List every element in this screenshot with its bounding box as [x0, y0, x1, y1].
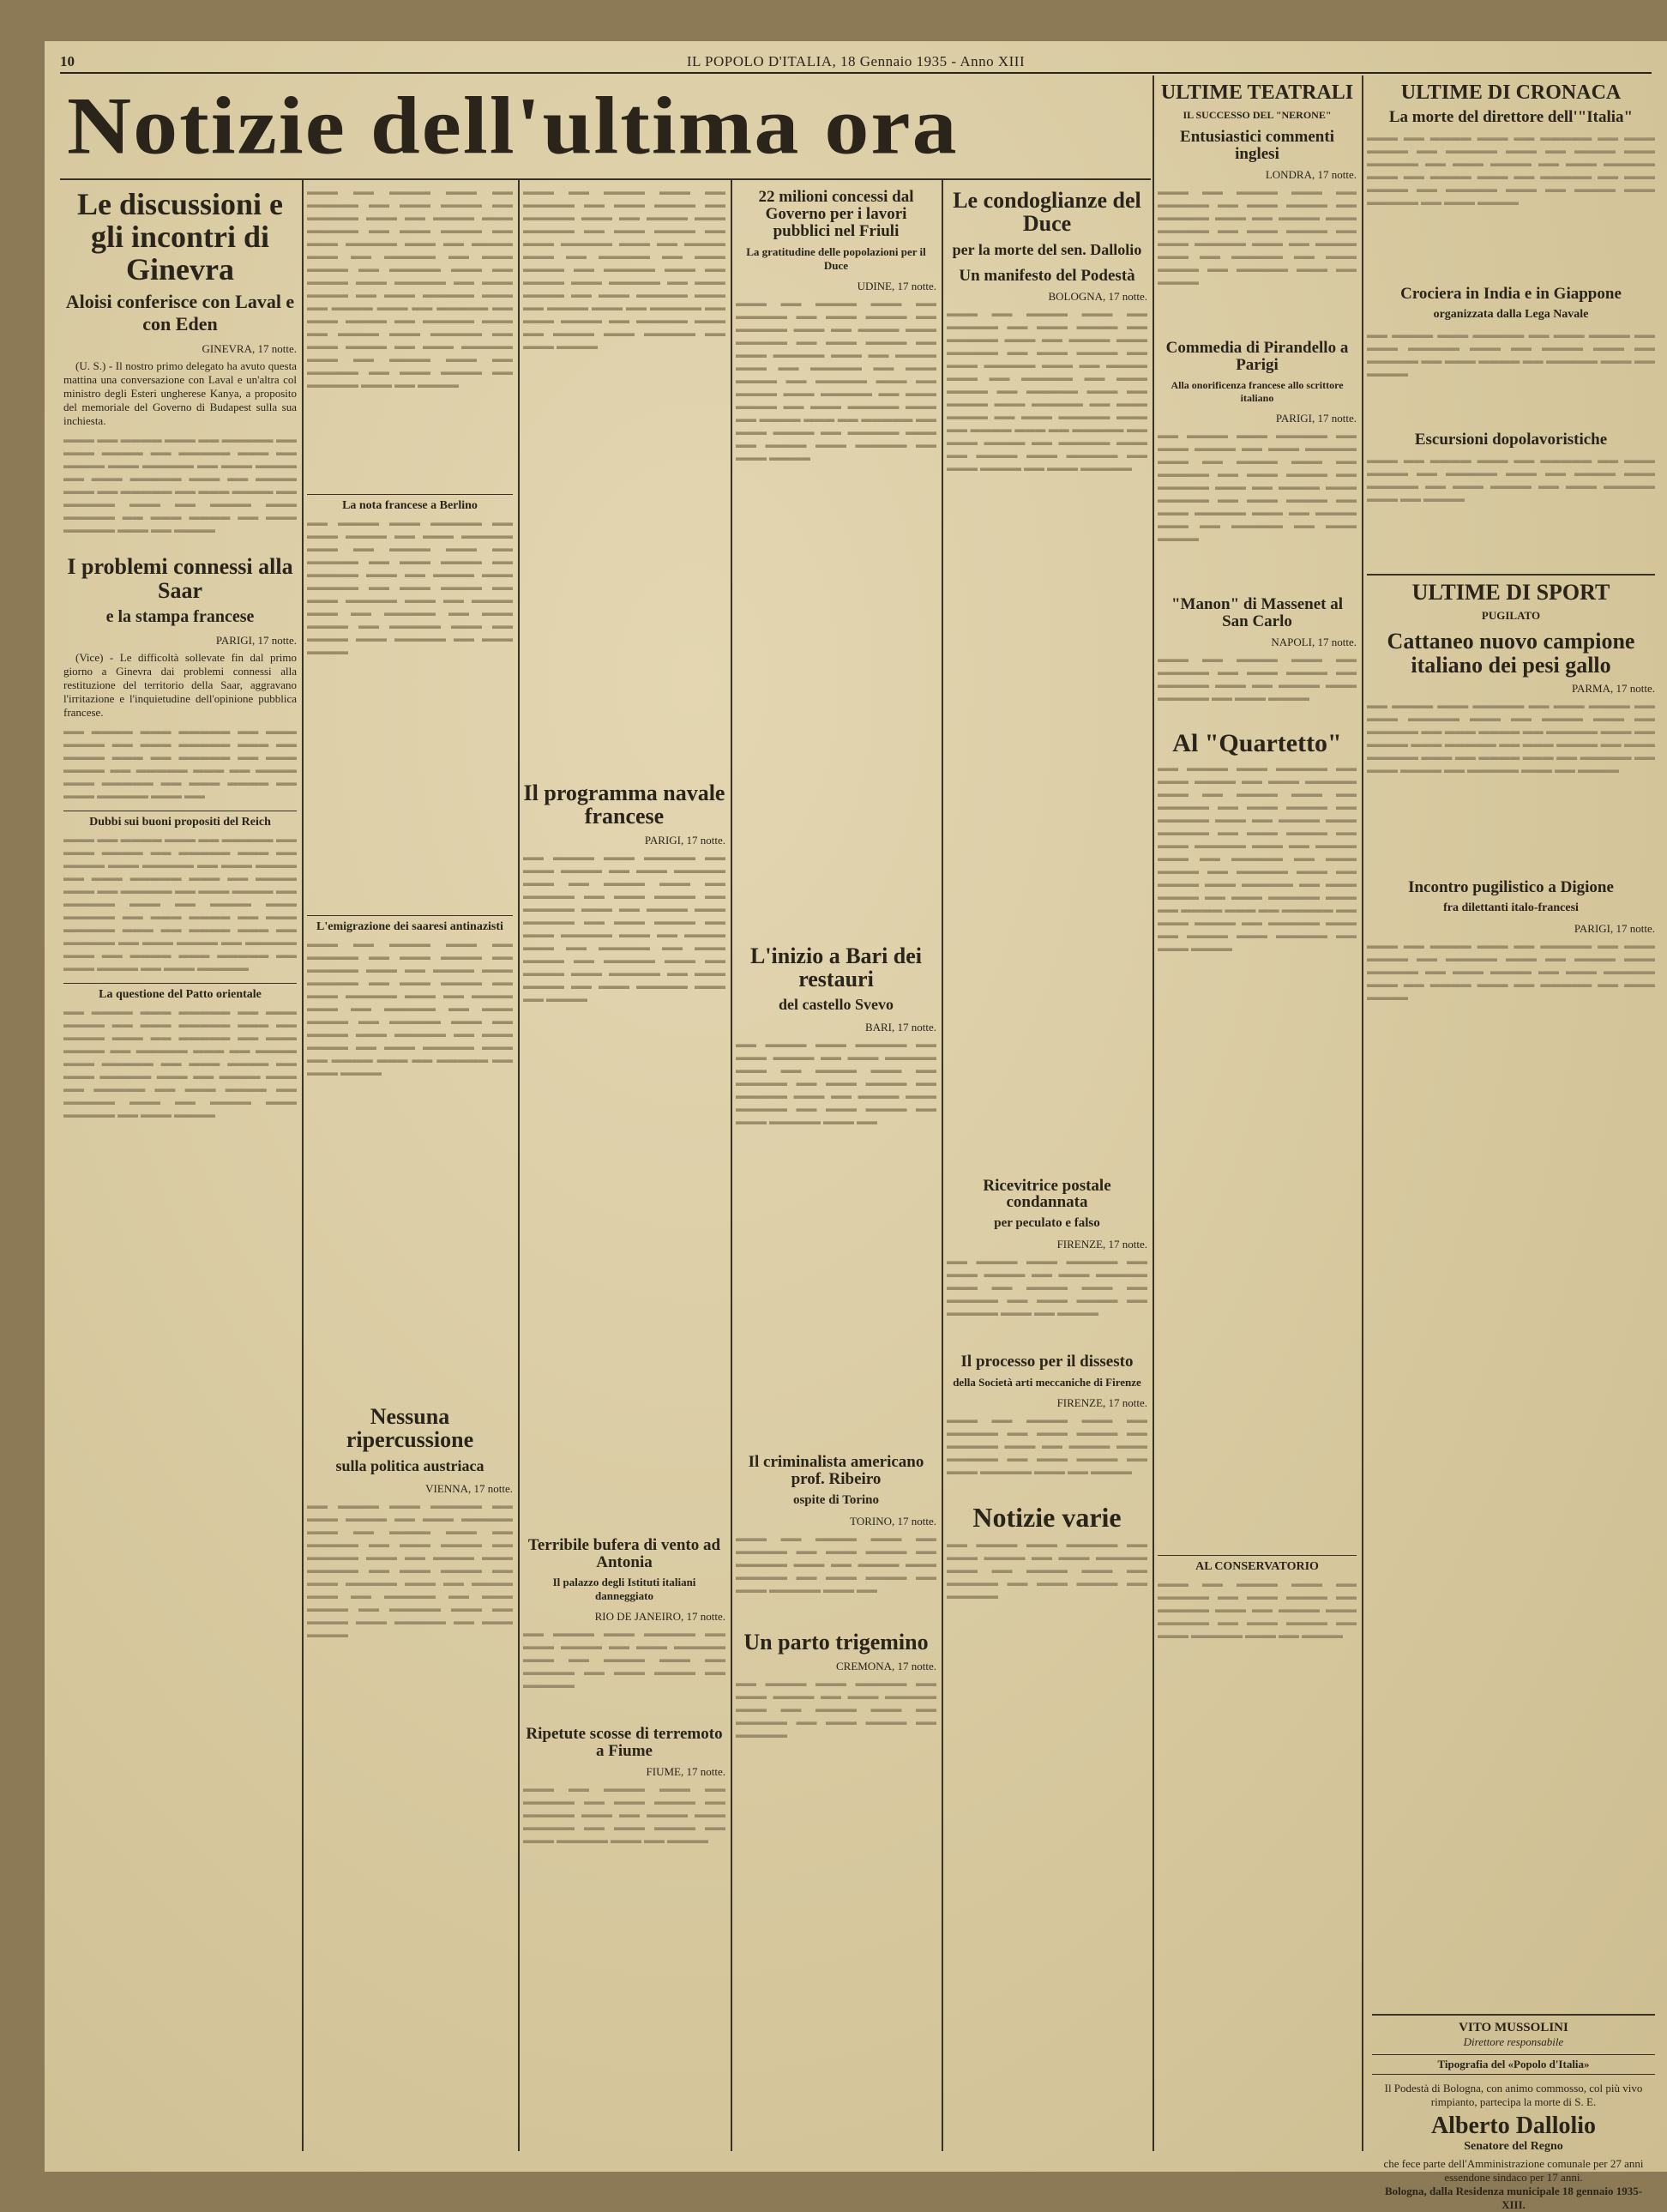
article-filler: ▬▬▬ ▬▬ ▬▬▬▬ ▬▬▬ ▬▬ ▬▬▬▬▬ ▬▬ ▬▬▬ ▬▬▬▬ ▬▬ ▬▬▬▬▬ ▬▬▬ ▬▬ ▬▬▬▬ ▬▬▬ ▬▬▬▬▬ ▬▬ ▬▬▬ ▬▬▬▬ ▬▬ ▬▬▬ ▬▬▬▬▬ ▬▬▬ ▬▬ ▬▬▬▬ [947, 1413, 1147, 1478]
article-filler: ▬▬▬ ▬▬ ▬▬▬▬ ▬▬▬ ▬▬ ▬▬▬▬▬ ▬▬ ▬▬▬ ▬▬▬▬ ▬▬ ▬▬▬▬▬ ▬▬▬ ▬▬ ▬▬▬▬ ▬▬▬ ▬▬▬▬▬ ▬▬ ▬▬▬ ▬▬▬▬ ▬▬ ▬▬▬ ▬▬▬▬▬ ▬▬▬ ▬▬ ▬▬▬▬ ▬▬▬ ▬▬ ▬▬▬▬▬ ▬▬ ▬▬▬ ▬▬▬▬ ▬▬ ▬▬▬▬▬ ▬▬▬ ▬▬ ▬▬▬▬ [1158, 185, 1357, 288]
headline-bari: L'inizio a Bari dei restauri [749, 943, 923, 992]
column-1 [63, 185, 297, 2149]
column-6 [1158, 79, 1357, 2149]
headline-cattaneo: Cattaneo nuovo campione italiano dei pesi gallo [1387, 629, 1635, 678]
column-4 [736, 185, 936, 2149]
dateline: FIRENZE, 17 notte. [1056, 1396, 1147, 1410]
column-rule [731, 180, 732, 2151]
column-rule [1362, 75, 1363, 2151]
subhead-ricevitrice: per peculato e falso [994, 1216, 1100, 1231]
headline-manon: "Manon" di Massenet al San Carlo [1171, 594, 1344, 630]
dateline: RIO DE JANEIRO, 17 notte. [594, 1610, 725, 1624]
article-filler: ▬▬ ▬▬▬▬ ▬▬▬ ▬▬▬▬▬ ▬▬ ▬▬▬ ▬▬▬▬ ▬▬ ▬▬▬ ▬▬▬▬▬ ▬▬▬ ▬▬ ▬▬▬▬ ▬▬▬ ▬▬ ▬▬▬▬▬ ▬▬ ▬▬▬ ▬▬▬▬ ▬▬ ▬▬▬▬▬ ▬▬▬ ▬▬ ▬▬▬▬ ▬▬▬ ▬▬▬▬▬ ▬▬ ▬▬▬ ▬▬▬▬ ▬▬ ▬▬▬ ▬▬▬▬▬ ▬▬▬ ▬▬ ▬▬▬▬ ▬▬▬ ▬▬ ▬▬▬▬▬ ▬▬ ▬▬▬ ▬▬▬▬ ▬▬ ▬▬▬▬▬ ▬▬▬ ▬▬ ▬▬▬▬ ▬▬▬ ▬▬▬▬▬ ▬▬ ▬▬▬ ▬▬▬▬ [307, 516, 513, 657]
article-filler: ▬▬▬ ▬▬ ▬▬▬▬ ▬▬▬ ▬▬ ▬▬▬▬▬ ▬▬ ▬▬▬ ▬▬▬▬ ▬▬ ▬▬▬▬▬ ▬▬▬ ▬▬ ▬▬▬▬ ▬▬▬ ▬▬▬▬▬ ▬▬ ▬▬▬ ▬▬▬▬ ▬▬ ▬▬▬ ▬▬▬▬▬ ▬▬▬ ▬▬ ▬▬▬▬ ▬▬▬ ▬▬ ▬▬▬▬▬ ▬▬ ▬▬▬ ▬▬▬▬ ▬▬ ▬▬▬▬▬ ▬▬▬ ▬▬ ▬▬▬▬ ▬▬▬ ▬▬▬▬▬ ▬▬ ▬▬▬ ▬▬▬▬ ▬▬ ▬▬▬ ▬▬▬▬▬ ▬▬▬ ▬▬ ▬▬▬▬ ▬▬▬ ▬▬ ▬▬▬▬▬ ▬▬ ▬▬▬ ▬▬▬▬ ▬▬ ▬▬▬▬▬ ▬▬▬ ▬▬ ▬▬▬▬ ▬▬▬ ▬▬▬▬▬ ▬▬ ▬▬▬ ▬▬▬▬ ▬▬ ▬▬▬ ▬▬▬▬▬ [63, 832, 297, 973]
running-header-line: IL POPOLO D'ITALIA, 18 Gennaio 1935 - Anno XIII [686, 53, 1026, 69]
dateline: FIUME, 17 notte. [646, 1765, 725, 1779]
article-filler: ▬▬▬ ▬▬ ▬▬▬▬ ▬▬▬ ▬▬ ▬▬▬▬▬ ▬▬ ▬▬▬ ▬▬▬▬ ▬▬ ▬▬▬▬▬ ▬▬▬ ▬▬ ▬▬▬▬ ▬▬▬ ▬▬▬▬▬ ▬▬ ▬▬▬ ▬▬▬▬ ▬▬ ▬▬▬ ▬▬▬▬▬ ▬▬▬ ▬▬ ▬▬▬▬ ▬▬▬ ▬▬ ▬▬▬▬▬ ▬▬ ▬▬▬ ▬▬▬▬ ▬▬ ▬▬▬▬▬ ▬▬▬ ▬▬ ▬▬▬▬ ▬▬▬ ▬▬▬▬▬ ▬▬ ▬▬▬ ▬▬▬▬ ▬▬ ▬▬▬ ▬▬▬▬▬ ▬▬▬ ▬▬ ▬▬▬▬ ▬▬▬ ▬▬ ▬▬▬▬▬ ▬▬ ▬▬▬ ▬▬▬▬ ▬▬ ▬▬▬▬▬ ▬▬▬ ▬▬ ▬▬▬▬ ▬▬▬ ▬▬▬▬▬ ▬▬ ▬▬▬ ▬▬▬▬ ▬▬ ▬▬▬ ▬▬▬▬▬ ▬▬▬ ▬▬ ▬▬▬▬ ▬▬▬ ▬▬ ▬▬▬▬▬ ▬▬ ▬▬▬ ▬▬▬▬ ▬▬ ▬▬▬▬▬ ▬▬▬ ▬▬ ▬▬▬▬ [307, 185, 513, 390]
subhead-digione: fra dilettanti italo-francesi [1443, 901, 1579, 914]
headline-parto-trigemino: Un parto trigemino [743, 1630, 929, 1655]
kicker-nerone: IL SUCCESSO DEL "NERONE" [1183, 109, 1332, 122]
article-filler: ▬▬ ▬▬▬▬ ▬▬▬ ▬▬▬▬▬ ▬▬ ▬▬▬ ▬▬▬▬ ▬▬ ▬▬▬ ▬▬▬▬▬ ▬▬▬ ▬▬ ▬▬▬▬ ▬▬▬ ▬▬ ▬▬▬▬▬ ▬▬ ▬▬▬ ▬▬▬▬ ▬▬ ▬▬▬▬▬ ▬▬▬ ▬▬ ▬▬▬▬ ▬▬▬ ▬▬▬▬▬ ▬▬ ▬▬▬ ▬▬▬▬ ▬▬ ▬▬▬ ▬▬▬▬▬ ▬▬▬ ▬▬ ▬▬▬▬ ▬▬▬ ▬▬ ▬▬▬▬▬ ▬▬ ▬▬▬ ▬▬▬▬ ▬▬ ▬▬▬▬▬ ▬▬▬ ▬▬ ▬▬▬▬ ▬▬▬ ▬▬▬▬▬ ▬▬ ▬▬▬ ▬▬▬▬ [63, 1004, 297, 1120]
headline-manifesto: Un manifesto del Podestà [959, 266, 1135, 285]
article-filler: ▬▬ ▬▬▬▬ ▬▬▬ ▬▬▬▬▬ ▬▬ ▬▬▬ ▬▬▬▬ ▬▬ ▬▬▬ ▬▬▬▬▬ ▬▬▬ ▬▬ ▬▬▬▬ ▬▬▬ ▬▬ ▬▬▬▬▬ ▬▬ ▬▬▬ ▬▬▬▬ ▬▬ ▬▬▬▬▬ ▬▬▬ ▬▬ ▬▬▬▬ ▬▬▬ ▬▬▬▬▬ ▬▬ ▬▬▬ ▬▬▬▬ ▬▬ ▬▬▬ ▬▬▬▬▬ ▬▬▬ ▬▬ ▬▬▬▬ ▬▬▬ ▬▬ ▬▬▬▬▬ ▬▬ ▬▬▬ ▬▬▬▬ ▬▬ ▬▬▬▬▬ ▬▬▬ ▬▬ ▬▬▬▬ ▬▬▬ ▬▬▬▬▬ ▬▬ ▬▬▬ ▬▬▬▬ ▬▬ ▬▬▬ ▬▬▬▬▬ ▬▬▬ ▬▬ ▬▬▬▬ [523, 850, 725, 1004]
article-filler: ▬▬▬ ▬▬ ▬▬▬▬ ▬▬▬ ▬▬ ▬▬▬▬▬ ▬▬ ▬▬▬ ▬▬▬▬ ▬▬ ▬▬▬▬▬ ▬▬▬ ▬▬ ▬▬▬▬ ▬▬▬ ▬▬▬▬▬ ▬▬ ▬▬▬ ▬▬▬▬ ▬▬ ▬▬▬ ▬▬▬▬▬ ▬▬▬ ▬▬ ▬▬▬▬ ▬▬▬ ▬▬ ▬▬▬▬▬ ▬▬ ▬▬▬ ▬▬▬▬ ▬▬ ▬▬▬▬▬ ▬▬▬ ▬▬ ▬▬▬▬ ▬▬▬ ▬▬▬▬▬ ▬▬ ▬▬▬ ▬▬▬▬ ▬▬ ▬▬▬ ▬▬▬▬▬ ▬▬▬ ▬▬ ▬▬▬▬ [63, 433, 297, 536]
director-role: Direttore responsabile [1463, 2035, 1564, 2048]
article-filler: ▬▬ ▬▬▬▬ ▬▬▬ ▬▬▬▬▬ ▬▬ ▬▬▬ ▬▬▬▬ ▬▬ ▬▬▬ ▬▬▬▬▬ ▬▬▬ ▬▬ ▬▬▬▬ ▬▬▬ ▬▬ ▬▬▬▬▬ ▬▬ ▬▬▬ ▬▬▬▬ ▬▬ ▬▬▬▬▬ ▬▬▬ ▬▬ ▬▬▬▬ ▬▬▬ ▬▬▬▬▬ ▬▬ ▬▬▬ ▬▬▬▬ ▬▬ ▬▬▬ ▬▬▬▬▬ ▬▬▬ ▬▬ [63, 724, 297, 801]
dateline: PARMA, 17 notte. [1571, 681, 1655, 695]
section-ultime-sport: ULTIME DI SPORT [1367, 574, 1655, 604]
article-filler: ▬▬▬ ▬▬ ▬▬▬▬ ▬▬▬ ▬▬ ▬▬▬▬▬ ▬▬ ▬▬▬ ▬▬▬▬ ▬▬ ▬▬▬▬▬ ▬▬▬ ▬▬ ▬▬▬▬ ▬▬▬ ▬▬▬▬▬ ▬▬ ▬▬▬ ▬▬▬▬ ▬▬ ▬▬▬ ▬▬▬▬▬ ▬▬▬ ▬▬ ▬▬▬▬ [523, 1782, 725, 1847]
article-filler: ▬▬ ▬▬▬▬ ▬▬▬ ▬▬▬▬▬ ▬▬ ▬▬▬ ▬▬▬▬ ▬▬ ▬▬▬ ▬▬▬▬▬ ▬▬▬ ▬▬ ▬▬▬▬ ▬▬▬ ▬▬ ▬▬▬▬▬ ▬▬ ▬▬▬ ▬▬▬▬ ▬▬ ▬▬▬▬▬ ▬▬▬ ▬▬ ▬▬▬▬ [947, 1255, 1147, 1319]
headline-programma-navale: Il programma navale francese [523, 781, 725, 829]
newspaper-page [45, 41, 1667, 2211]
obituary-place: Bologna, dalla Residenza municipale 18 gennaio 1935-XIII. [1384, 2185, 1643, 2211]
section-ultime-cronaca: ULTIME DI CRONACA [1400, 81, 1622, 104]
rubric-emigrazione: L'emigrazione dei saaresi antinazisti [307, 915, 513, 934]
article-filler: ▬▬▬ ▬▬ ▬▬▬▬ ▬▬▬ ▬▬ ▬▬▬▬▬ ▬▬ ▬▬▬ ▬▬▬▬ ▬▬ ▬▬▬▬▬ ▬▬▬ ▬▬ ▬▬▬▬ ▬▬▬ ▬▬▬▬▬ ▬▬ ▬▬▬ ▬▬▬▬ ▬▬ ▬▬▬ ▬▬▬▬▬ ▬▬▬ ▬▬ ▬▬▬▬ ▬▬▬ ▬▬ ▬▬▬▬▬ ▬▬ ▬▬▬ ▬▬▬▬ ▬▬ ▬▬▬▬▬ ▬▬▬ ▬▬ ▬▬▬▬ ▬▬▬ ▬▬▬▬▬ ▬▬ ▬▬▬ ▬▬▬▬ ▬▬ ▬▬▬ ▬▬▬▬▬ ▬▬▬ ▬▬ ▬▬▬▬ ▬▬▬ ▬▬ ▬▬▬▬▬ ▬▬ ▬▬▬ ▬▬▬▬ [307, 937, 513, 1078]
dateline: LONDRA, 17 notte. [1265, 168, 1357, 182]
column-5 [947, 185, 1147, 2149]
article-filler: ▬▬ ▬▬▬▬ ▬▬▬ ▬▬▬▬▬ ▬▬ ▬▬▬ ▬▬▬▬ ▬▬ ▬▬▬ ▬▬▬▬▬ ▬▬▬ ▬▬ ▬▬▬▬ ▬▬▬ ▬▬ ▬▬▬▬▬ ▬▬ ▬▬▬ ▬▬▬▬ ▬▬ ▬▬▬▬▬ ▬▬▬ ▬▬ ▬▬▬▬ ▬▬▬ ▬▬▬▬▬ ▬▬ ▬▬▬ ▬▬▬▬ ▬▬ ▬▬▬ ▬▬▬▬▬ ▬▬▬ ▬▬ ▬▬▬▬ ▬▬▬ ▬▬ ▬▬▬▬▬ ▬▬ ▬▬▬ ▬▬▬▬ ▬▬ ▬▬▬▬▬ ▬▬▬ ▬▬ ▬▬▬▬ [1367, 698, 1655, 775]
dateline: VIENNA, 17 notte. [425, 1481, 513, 1495]
dateline: BARI, 17 notte. [864, 1021, 936, 1034]
dateline: GINEVRA, 17 notte. [202, 342, 297, 356]
column-rule [942, 180, 943, 2151]
dateline: PARIGI, 17 notte. [1275, 411, 1357, 425]
running-header [60, 53, 1652, 74]
subhead-processo: della Società arti meccaniche di Firenze [953, 1376, 1141, 1389]
article-filler: ▬▬▬ ▬▬ ▬▬▬▬ ▬▬▬ ▬▬ ▬▬▬▬▬ ▬▬ ▬▬▬ ▬▬▬▬ ▬▬ ▬▬▬▬▬ ▬▬▬ ▬▬ ▬▬▬▬ ▬▬▬ ▬▬▬▬▬ ▬▬ ▬▬▬ ▬▬▬▬ ▬▬ ▬▬▬ ▬▬▬▬▬ ▬▬▬ ▬▬ ▬▬▬▬ ▬▬▬ ▬▬ ▬▬▬▬▬ ▬▬ ▬▬▬ ▬▬▬▬ ▬▬ ▬▬▬▬▬ ▬▬▬ ▬▬ ▬▬▬▬ ▬▬▬ ▬▬▬▬▬ ▬▬ ▬▬▬ ▬▬▬▬ [1367, 131, 1655, 208]
page-number: 10 [60, 53, 75, 69]
article-filler: ▬▬ ▬▬▬▬ ▬▬▬ ▬▬▬▬▬ ▬▬ ▬▬▬ ▬▬▬▬ ▬▬ ▬▬▬ ▬▬▬▬▬ ▬▬▬ ▬▬ ▬▬▬▬ ▬▬▬ ▬▬ ▬▬▬▬▬ ▬▬ ▬▬▬ ▬▬▬▬ ▬▬ ▬▬▬▬▬ [523, 1627, 725, 1691]
article-filler: ▬▬ ▬▬▬▬ ▬▬▬ ▬▬▬▬▬ ▬▬ ▬▬▬ ▬▬▬▬ ▬▬ ▬▬▬ ▬▬▬▬▬ ▬▬▬ ▬▬ ▬▬▬▬ ▬▬▬ ▬▬ ▬▬▬▬▬ ▬▬ ▬▬▬ ▬▬▬▬ ▬▬ ▬▬▬▬▬ [736, 1676, 936, 1740]
obituary-role: Senatore del Regno [1464, 2140, 1563, 2153]
article-filler: ▬▬▬ ▬▬ ▬▬▬▬ ▬▬▬ ▬▬ ▬▬▬▬▬ ▬▬ ▬▬▬ ▬▬▬▬ ▬▬ ▬▬▬▬▬ ▬▬▬ ▬▬ ▬▬▬▬ ▬▬▬ ▬▬▬▬▬ ▬▬ ▬▬▬ ▬▬▬▬ [1158, 652, 1357, 703]
column-rule [302, 180, 304, 2151]
subhead-condoglianze: per la morte del sen. Dallolio [952, 240, 1142, 258]
headline-austria: Nessuna ripercussione [346, 1404, 474, 1453]
section-ultime-teatrali: ULTIME TEATRALI [1160, 81, 1354, 104]
headline-direttore-italia: La morte del direttore dell'"Italia" [1388, 108, 1634, 127]
column-3 [523, 185, 725, 2149]
headline-commenti-inglesi: Entusiastici commenti inglesi [1180, 128, 1334, 164]
subhead-saar: e la stampa francese [105, 606, 255, 626]
headline-saar: I problemi connessi alla Saar [67, 554, 293, 603]
article-filler: ▬▬▬ ▬▬ ▬▬▬▬ ▬▬▬ ▬▬ ▬▬▬▬▬ ▬▬ ▬▬▬ ▬▬▬▬ ▬▬ ▬▬▬▬▬ ▬▬▬ ▬▬ ▬▬▬▬ ▬▬▬ ▬▬▬▬▬ ▬▬ ▬▬▬ ▬▬▬▬ ▬▬ ▬▬▬ ▬▬▬▬▬ ▬▬▬ ▬▬ ▬▬▬▬ [1367, 454, 1655, 504]
kicker-pugilato: PUGILATO [1481, 609, 1541, 623]
article-filler: ▬▬▬ ▬▬ ▬▬▬▬ ▬▬▬ ▬▬ ▬▬▬▬▬ ▬▬ ▬▬▬ ▬▬▬▬ ▬▬ ▬▬▬▬▬ ▬▬▬ ▬▬ ▬▬▬▬ ▬▬▬ ▬▬▬▬▬ ▬▬ ▬▬▬ ▬▬▬▬ ▬▬ ▬▬▬ ▬▬▬▬▬ ▬▬▬ ▬▬ ▬▬▬▬ [1158, 1577, 1357, 1642]
printer-line: Tipografia del «Popolo d'Italia» [1372, 2054, 1655, 2075]
dateline: BOLOGNA, 17 notte. [1048, 289, 1147, 303]
rubric-conservatorio: AL CONSERVATORIO [1158, 1555, 1357, 1574]
column-rule [518, 180, 520, 2151]
rubric-patto-orientale: La questione del Patto orientale [63, 983, 297, 1002]
masthead: Notizie dell'ultima ora [67, 80, 959, 172]
headline-terremoto-fiume: Ripetute scosse di terremoto a Fiume [526, 1725, 723, 1761]
headline-condoglianze: Le condoglianze del Duce [953, 188, 1141, 237]
dateline: TORINO, 17 notte. [850, 1515, 936, 1528]
director-name: VITO MUSSOLINI [1372, 2014, 1655, 2035]
article-filler: ▬▬ ▬▬▬▬ ▬▬▬ ▬▬▬▬▬ ▬▬ ▬▬▬ ▬▬▬▬ ▬▬ ▬▬▬ ▬▬▬▬▬ ▬▬▬ ▬▬ ▬▬▬▬ ▬▬▬ ▬▬ ▬▬▬▬▬ ▬▬ ▬▬▬ ▬▬▬▬ ▬▬ ▬▬▬▬▬ ▬▬▬ ▬▬ ▬▬▬▬ ▬▬▬ ▬▬▬▬▬ ▬▬ ▬▬▬ ▬▬▬▬ ▬▬ ▬▬▬ ▬▬▬▬▬ ▬▬▬ ▬▬ ▬▬▬▬ ▬▬▬ ▬▬ ▬▬▬▬▬ ▬▬ ▬▬▬ ▬▬▬▬ ▬▬ ▬▬▬▬▬ ▬▬▬ ▬▬ ▬▬▬▬ ▬▬▬ ▬▬▬▬▬ ▬▬ ▬▬▬ ▬▬▬▬ [307, 1498, 513, 1640]
rubric-reich: Dubbi sui buoni propositi del Reich [63, 811, 297, 829]
obituary-name: Alberto Dallolio [1430, 2113, 1597, 2139]
headline-quartetto: Al "Quartetto" [1172, 728, 1342, 757]
article-filler: ▬▬▬ ▬▬ ▬▬▬▬ ▬▬▬ ▬▬ ▬▬▬▬▬ ▬▬ ▬▬▬ ▬▬▬▬ ▬▬ ▬▬▬▬▬ ▬▬▬ ▬▬ ▬▬▬▬ ▬▬▬ ▬▬▬▬▬ ▬▬ ▬▬▬ ▬▬▬▬ ▬▬ ▬▬▬ ▬▬▬▬▬ ▬▬▬ ▬▬ ▬▬▬▬ ▬▬▬ ▬▬ ▬▬▬▬▬ ▬▬ ▬▬▬ ▬▬▬▬ [1367, 938, 1655, 1003]
article-filler: ▬▬▬ ▬▬ ▬▬▬▬ ▬▬▬ ▬▬ ▬▬▬▬▬ ▬▬ ▬▬▬ ▬▬▬▬ ▬▬ ▬▬▬▬▬ ▬▬▬ ▬▬ ▬▬▬▬ ▬▬▬ ▬▬▬▬▬ ▬▬ ▬▬▬ ▬▬▬▬ ▬▬ ▬▬▬ ▬▬▬▬▬ ▬▬▬ ▬▬ [736, 1532, 936, 1596]
article-filler: ▬▬ ▬▬▬▬ ▬▬▬ ▬▬▬▬▬ ▬▬ ▬▬▬ ▬▬▬▬ ▬▬ ▬▬▬ ▬▬▬▬▬ ▬▬▬ ▬▬ ▬▬▬▬ ▬▬▬ ▬▬ ▬▬▬▬▬ ▬▬ ▬▬▬ ▬▬▬▬ ▬▬ ▬▬▬▬▬ ▬▬▬ ▬▬ ▬▬▬▬ ▬▬▬ ▬▬▬▬▬ ▬▬ ▬▬▬ ▬▬▬▬ ▬▬ ▬▬▬ ▬▬▬▬▬ ▬▬▬ ▬▬ ▬▬▬▬ ▬▬▬ ▬▬ ▬▬▬▬▬ ▬▬ ▬▬▬ ▬▬▬▬ ▬▬ ▬▬▬▬▬ ▬▬▬ ▬▬ ▬▬▬▬ ▬▬▬ ▬▬▬▬▬ ▬▬ ▬▬▬ ▬▬▬▬ ▬▬ ▬▬▬ ▬▬▬▬▬ ▬▬▬ ▬▬ ▬▬▬▬ ▬▬▬ ▬▬ ▬▬▬▬▬ ▬▬ ▬▬▬ ▬▬▬▬ ▬▬ ▬▬▬▬▬ ▬▬▬ ▬▬ ▬▬▬▬ ▬▬▬ ▬▬▬▬▬ ▬▬ ▬▬▬ ▬▬▬▬ [1158, 762, 1357, 955]
subhead-crociera: organizzata dalla Lega Navale [1433, 308, 1589, 322]
subhead-bari: del castello Svevo [779, 996, 894, 1014]
dateline: PARIGI, 17 notte. [215, 633, 297, 647]
footer-notices [1372, 2014, 1655, 2212]
article-filler: ▬▬ ▬▬▬▬ ▬▬▬ ▬▬▬▬▬ ▬▬ ▬▬▬ ▬▬▬▬ ▬▬ ▬▬▬ ▬▬▬▬▬ ▬▬▬ ▬▬ ▬▬▬▬ ▬▬▬ ▬▬ ▬▬▬▬▬ ▬▬ ▬▬▬ ▬▬▬▬ ▬▬ ▬▬▬▬▬ ▬▬▬ ▬▬ ▬▬▬▬ ▬▬▬ ▬▬▬▬▬ ▬▬ ▬▬▬ ▬▬▬▬ ▬▬ ▬▬▬ ▬▬▬▬▬ ▬▬▬ ▬▬ ▬▬▬▬ ▬▬▬ ▬▬ ▬▬▬▬▬ ▬▬ ▬▬▬ ▬▬▬▬ [1158, 428, 1357, 544]
column-rule [1152, 75, 1154, 2151]
obituary-tail: che fece parte dell'Amministrazione comunale per 27 anni essendone sindaco per 17 anni. [1383, 2157, 1644, 2184]
subhead-friuli: La gratitudine delle popolazioni per il Duce [746, 244, 926, 272]
article-filler: ▬▬▬ ▬▬ ▬▬▬▬ ▬▬▬ ▬▬ ▬▬▬▬▬ ▬▬ ▬▬▬ ▬▬▬▬ ▬▬ ▬▬▬▬▬ ▬▬▬ ▬▬ ▬▬▬▬ ▬▬▬ ▬▬▬▬▬ ▬▬ ▬▬▬ ▬▬▬▬ ▬▬ ▬▬▬ ▬▬▬▬▬ ▬▬▬ ▬▬ ▬▬▬▬ ▬▬▬ ▬▬ ▬▬▬▬▬ ▬▬ ▬▬▬ ▬▬▬▬ ▬▬ ▬▬▬▬▬ ▬▬▬ ▬▬ ▬▬▬▬ ▬▬▬ ▬▬▬▬▬ ▬▬ ▬▬▬ ▬▬▬▬ ▬▬ ▬▬▬ ▬▬▬▬▬ ▬▬▬ ▬▬ ▬▬▬▬ ▬▬▬ ▬▬ ▬▬▬▬▬ ▬▬ ▬▬▬ ▬▬▬▬ ▬▬ ▬▬▬▬▬ ▬▬▬ ▬▬ ▬▬▬▬ ▬▬▬ ▬▬▬▬▬ ▬▬ ▬▬▬ ▬▬▬▬ [736, 296, 936, 463]
subhead-ginevra: Aloisi conferisce con Laval e con Eden [65, 291, 295, 335]
article-text: (U. S.) - Il nostro primo delegato ha avuto questa mattina una conversazione con Laval e un'altra col ministro degli Esteri ungherese Kanya, a proposito del memoriale del Governo di Budapest sulla sua inchiesta. [63, 359, 297, 428]
headline-ribeiro: Il criminalista americano prof. Ribeiro [748, 1453, 924, 1489]
subhead-pirandello: Alla onorificenza francese allo scrittore italiano [1171, 378, 1344, 404]
headline-pirandello: Commedia di Pirandello a Parigi [1165, 339, 1349, 374]
subhead-austria: sulla politica austriaca [335, 1456, 484, 1474]
headline-bufera: Terribile bufera di vento ad Antonia [527, 1535, 721, 1571]
article-filler: ▬▬▬ ▬▬ ▬▬▬▬ ▬▬▬ ▬▬ ▬▬▬▬▬ ▬▬ ▬▬▬ ▬▬▬▬ ▬▬ ▬▬▬▬▬ ▬▬▬ ▬▬ ▬▬▬▬ ▬▬▬ ▬▬▬▬▬ ▬▬ ▬▬▬ ▬▬▬▬ ▬▬ ▬▬▬ ▬▬▬▬▬ ▬▬▬ ▬▬ ▬▬▬▬ ▬▬▬ ▬▬ ▬▬▬▬▬ ▬▬ ▬▬▬ ▬▬▬▬ ▬▬ ▬▬▬▬▬ ▬▬▬ ▬▬ ▬▬▬▬ ▬▬▬ ▬▬▬▬▬ ▬▬ ▬▬▬ ▬▬▬▬ ▬▬ ▬▬▬ ▬▬▬▬▬ ▬▬▬ ▬▬ ▬▬▬▬ ▬▬▬ ▬▬ ▬▬▬▬▬ ▬▬ ▬▬▬ ▬▬▬▬ ▬▬ ▬▬▬▬▬ ▬▬▬ ▬▬ ▬▬▬▬ ▬▬▬ ▬▬▬▬▬ ▬▬ ▬▬▬ ▬▬▬▬ [523, 185, 725, 352]
dateline: NAPOLI, 17 notte. [1271, 635, 1357, 648]
headline-crociera: Crociera in India e in Giappone [1400, 285, 1622, 304]
column-7 [1367, 79, 1655, 2009]
column-2 [307, 185, 513, 2149]
article-filler: ▬▬ ▬▬▬▬ ▬▬▬ ▬▬▬▬▬ ▬▬ ▬▬▬ ▬▬▬▬ ▬▬ ▬▬▬ ▬▬▬▬▬ ▬▬▬ ▬▬ ▬▬▬▬ ▬▬▬ ▬▬ ▬▬▬▬▬ ▬▬ ▬▬▬ ▬▬▬▬ ▬▬ ▬▬▬▬▬ ▬▬▬ ▬▬ ▬▬▬▬ [1367, 328, 1655, 380]
article-filler: ▬▬▬ ▬▬ ▬▬▬▬ ▬▬▬ ▬▬ ▬▬▬▬▬ ▬▬ ▬▬▬ ▬▬▬▬ ▬▬ ▬▬▬▬▬ ▬▬▬ ▬▬ ▬▬▬▬ ▬▬▬ ▬▬▬▬▬ ▬▬ ▬▬▬ ▬▬▬▬ ▬▬ ▬▬▬ ▬▬▬▬▬ ▬▬▬ ▬▬ ▬▬▬▬ ▬▬▬ ▬▬ ▬▬▬▬▬ ▬▬ ▬▬▬ ▬▬▬▬ ▬▬ ▬▬▬▬▬ ▬▬▬ ▬▬ ▬▬▬▬ ▬▬▬ ▬▬▬▬▬ ▬▬ ▬▬▬ ▬▬▬▬ ▬▬ ▬▬▬ ▬▬▬▬▬ ▬▬▬ ▬▬ ▬▬▬▬ ▬▬▬ ▬▬ ▬▬▬▬▬ ▬▬ ▬▬▬ ▬▬▬▬ ▬▬ ▬▬▬▬▬ ▬▬▬ ▬▬ ▬▬▬▬ ▬▬▬ ▬▬▬▬▬ ▬▬ ▬▬▬ ▬▬▬▬ ▬▬ ▬▬▬ ▬▬▬▬▬ [947, 306, 1147, 473]
rubric-nota-francese: La nota francese a Berlino [307, 494, 513, 513]
headline-notizie-varie: Notizie varie [972, 1502, 1122, 1534]
headline-ginevra: Le discussioni e gli incontri di Ginevra [76, 187, 284, 286]
subhead-bufera: Il palazzo degli Istituti italiani danneggiato [552, 1576, 696, 1603]
article-filler: ▬▬ ▬▬▬▬ ▬▬▬ ▬▬▬▬▬ ▬▬ ▬▬▬ ▬▬▬▬ ▬▬ ▬▬▬ ▬▬▬▬▬ ▬▬▬ ▬▬ ▬▬▬▬ ▬▬▬ ▬▬ ▬▬▬▬▬ ▬▬ ▬▬▬ ▬▬▬▬ ▬▬ ▬▬▬▬▬ [947, 1537, 1147, 1601]
article-filler: ▬▬ ▬▬▬▬ ▬▬▬ ▬▬▬▬▬ ▬▬ ▬▬▬ ▬▬▬▬ ▬▬ ▬▬▬ ▬▬▬▬▬ ▬▬▬ ▬▬ ▬▬▬▬ ▬▬▬ ▬▬ ▬▬▬▬▬ ▬▬ ▬▬▬ ▬▬▬▬ ▬▬ ▬▬▬▬▬ ▬▬▬ ▬▬ ▬▬▬▬ ▬▬▬ ▬▬▬▬▬ ▬▬ ▬▬▬ ▬▬▬▬ ▬▬ ▬▬▬ ▬▬▬▬▬ ▬▬▬ ▬▬ [736, 1038, 936, 1128]
dateline: UDINE, 17 notte. [857, 279, 936, 292]
dateline: CREMONA, 17 notte. [836, 1659, 936, 1673]
headline-digione: Incontro pugilistico a Digione [1408, 877, 1614, 896]
dateline: PARIGI, 17 notte. [644, 833, 725, 847]
headline-processo: Il processo per il dissesto [960, 1353, 1134, 1371]
dateline: FIRENZE, 17 notte. [1056, 1238, 1147, 1251]
headline-escursioni: Escursioni dopolavoristiche [1414, 431, 1608, 449]
masthead-rule [60, 178, 1151, 180]
subhead-ribeiro: ospite di Torino [792, 1493, 880, 1508]
headline-friuli: 22 milioni concessi dal Governo per i lavori pubblici nel Friuli [758, 188, 914, 240]
dateline: PARIGI, 17 notte. [1574, 921, 1655, 935]
headline-ricevitrice: Ricevitrice postale condannata [983, 1176, 1111, 1212]
obituary-lead: Il Podestà di Bologna, con animo commosso, col più vivo rimpianto, partecipa la morte di S. E. [1384, 2082, 1643, 2108]
article-text: (Vice) - Le difficoltà sollevate fin dal primo giorno a Ginevra dai problemi connessi alla restituzione del territorio della Saar, aggravano l'irritazione e l'inquietudine dell'opinione pubblica francese. [63, 650, 297, 719]
